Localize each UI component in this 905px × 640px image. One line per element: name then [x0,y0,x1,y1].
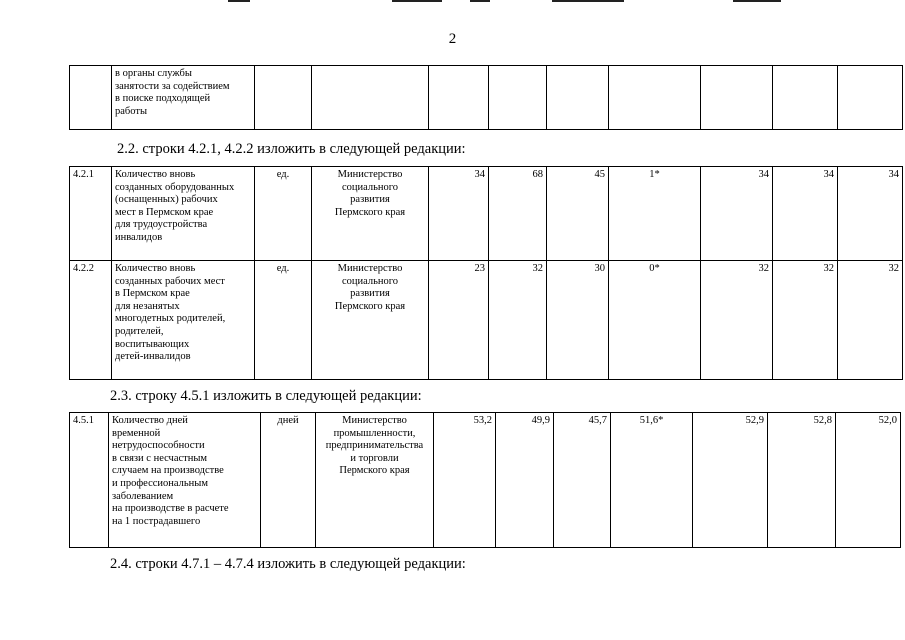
value-cell: 1* [609,167,701,261]
value-cell: 34 [773,167,838,261]
unit-cell: ед. [255,261,312,380]
scan-artifact [552,0,624,2]
value-cell: 53,2 [434,413,496,548]
value-cell: 0* [609,261,701,380]
value-cell: 45 [547,167,609,261]
value-cell: 68 [489,167,547,261]
value-cell: 49,9 [496,413,554,548]
unit-cell: ед. [255,167,312,261]
page-number: 2 [448,31,457,47]
table-row [70,261,903,380]
value-cell [609,66,701,130]
value-cell: 51,6* [611,413,693,548]
table-row [70,66,903,130]
scan-artifact [228,0,250,2]
org-cell: Министерство промышленности, предпринимательства и торговли Пермского края [316,413,434,548]
value-cell: 34 [429,167,489,261]
value-cell: 32 [838,261,903,380]
scan-artifact [470,0,490,2]
indicator-name-cell: Количество вновь созданных оборудованных (оснащенных) рабочих мест в Пермском крае для трудоустройства инвалидов [112,167,255,261]
continuation-table [69,65,903,130]
table-4-2 [69,166,903,380]
value-cell: 32 [701,261,773,380]
value-cell: 34 [838,167,903,261]
value-cell [838,66,903,130]
value-cell: 32 [489,261,547,380]
value-cell: 30 [547,261,609,380]
unit-cell [255,66,312,130]
value-cell: 34 [701,167,773,261]
value-cell: 45,7 [554,413,611,548]
scan-artifact [733,0,781,2]
value-cell [701,66,773,130]
value-cell [489,66,547,130]
value-cell: 52,0 [836,413,901,548]
value-cell: 52,8 [768,413,836,548]
org-cell: Министерство социального развития Пермского края [312,261,429,380]
org-cell [312,66,429,130]
scan-artifact [392,0,442,2]
unit-cell: дней [261,413,316,548]
org-cell: Министерство социального развития Пермского края [312,167,429,261]
row-code-cell: 4.2.1 [70,167,112,261]
table-row [70,167,903,261]
section-heading: 2.2. строки 4.2.1, 4.2.2 изложить в следующей редакции: [117,141,466,157]
value-cell: 23 [429,261,489,380]
table-4-5 [69,412,901,548]
value-cell: 52,9 [693,413,768,548]
value-cell: 32 [773,261,838,380]
row-code-cell [70,66,112,130]
indicator-name-cell: Количество дней временной нетрудоспособности в связи с несчастным случаем на производстве и профессиональным заболеванием на производстве в расчете на 1 пострадавшего [109,413,261,548]
section-heading: 2.4. строки 4.7.1 – 4.7.4 изложить в следующей редакции: [110,556,466,572]
value-cell [547,66,609,130]
indicator-name-cell: Количество вновь созданных рабочих мест в Пермском крае для незанятых многодетных родителей, родителей, воспитывающих детей-инвалидов [112,261,255,380]
indicator-name-cell: в органы службы занятости за содействием в поиске подходящей работы [112,66,255,130]
section-heading: 2.3. строку 4.5.1 изложить в следующей редакции: [110,388,422,404]
value-cell [429,66,489,130]
value-cell [773,66,838,130]
row-code-cell: 4.5.1 [70,413,109,548]
table-row [70,413,901,548]
row-code-cell: 4.2.2 [70,261,112,380]
